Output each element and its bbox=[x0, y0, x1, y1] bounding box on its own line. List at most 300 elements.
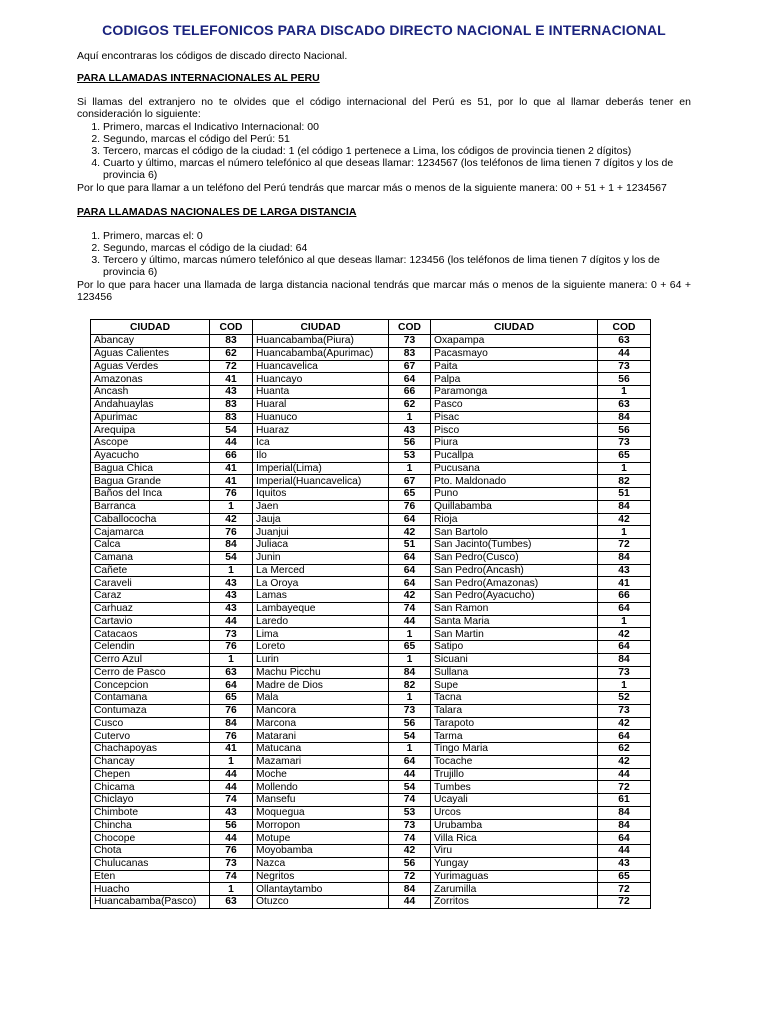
city-cell: Puno bbox=[431, 488, 598, 501]
code-cell: 1 bbox=[598, 679, 651, 692]
city-cell: Huancabamba(Piura) bbox=[253, 335, 389, 348]
table-row bbox=[91, 896, 651, 909]
code-cell: 64 bbox=[389, 577, 431, 590]
code-cell: 51 bbox=[598, 488, 651, 501]
code-cell: 44 bbox=[210, 615, 253, 628]
city-cell: Pisac bbox=[431, 411, 598, 424]
code-cell: 73 bbox=[598, 437, 651, 450]
code-cell: 56 bbox=[598, 373, 651, 386]
table-row bbox=[91, 513, 651, 526]
code-cell: 74 bbox=[389, 832, 431, 845]
code-cell: 1 bbox=[210, 564, 253, 577]
table-header-row bbox=[91, 320, 651, 335]
city-cell: Marcona bbox=[253, 717, 389, 730]
city-cell: Contamana bbox=[91, 692, 210, 705]
code-cell: 74 bbox=[210, 794, 253, 807]
table-row bbox=[91, 398, 651, 411]
city-cell: Mancora bbox=[253, 704, 389, 717]
code-cell: 62 bbox=[210, 347, 253, 360]
city-cell: Ayacucho bbox=[91, 449, 210, 462]
city-cell: Cerro Azul bbox=[91, 653, 210, 666]
city-cell: Chiclayo bbox=[91, 794, 210, 807]
code-cell: 84 bbox=[389, 883, 431, 896]
city-cell: Moche bbox=[253, 768, 389, 781]
code-cell: 42 bbox=[389, 845, 431, 858]
city-cell: Andahuaylas bbox=[91, 398, 210, 411]
city-cell: Matucana bbox=[253, 743, 389, 756]
city-cell: Huancabamba(Pasco) bbox=[91, 896, 210, 909]
city-cell: Paita bbox=[431, 360, 598, 373]
code-cell: 62 bbox=[598, 743, 651, 756]
city-cell: Ollantaytambo bbox=[253, 883, 389, 896]
city-cell: Carhuaz bbox=[91, 602, 210, 615]
code-cell: 67 bbox=[389, 360, 431, 373]
city-cell: Huanta bbox=[253, 386, 389, 399]
city-cell: Yurimaguas bbox=[431, 870, 598, 883]
city-cell: Caballococha bbox=[91, 513, 210, 526]
code-cell: 44 bbox=[598, 845, 651, 858]
table-row bbox=[91, 794, 651, 807]
city-cell: Laredo bbox=[253, 615, 389, 628]
city-cell: Pisco bbox=[431, 424, 598, 437]
city-cell: Juliaca bbox=[253, 539, 389, 552]
code-cell: 84 bbox=[210, 539, 253, 552]
code-cell: 73 bbox=[598, 704, 651, 717]
national-steps bbox=[77, 230, 691, 279]
city-cell: Sicuani bbox=[431, 653, 598, 666]
code-cell: 42 bbox=[598, 755, 651, 768]
code-cell: 73 bbox=[210, 628, 253, 641]
code-cell: 1 bbox=[389, 462, 431, 475]
national-conclusion: Por lo que para hacer una llamada de larga distancia nacional tendrás que marcar más o menos de la siguiente manera: 0 + 64 + 123456 bbox=[77, 278, 691, 303]
table-row bbox=[91, 335, 651, 348]
city-cell: Juanjui bbox=[253, 526, 389, 539]
code-cell: 41 bbox=[210, 475, 253, 488]
code-cell: 76 bbox=[210, 704, 253, 717]
code-cell: 83 bbox=[389, 347, 431, 360]
code-cell: 44 bbox=[210, 781, 253, 794]
table-row bbox=[91, 755, 651, 768]
international-steps bbox=[77, 121, 691, 182]
code-cell: 84 bbox=[598, 819, 651, 832]
city-cell: Chancay bbox=[91, 755, 210, 768]
table-row bbox=[91, 845, 651, 858]
table-row bbox=[91, 704, 651, 717]
code-cell: 63 bbox=[598, 398, 651, 411]
code-cell: 64 bbox=[598, 730, 651, 743]
table-row bbox=[91, 347, 651, 360]
column-header: COD bbox=[210, 320, 253, 335]
code-cell: 41 bbox=[598, 577, 651, 590]
list-item: 1. Primero, marcas el: 0 bbox=[103, 230, 691, 242]
code-cell: 44 bbox=[389, 896, 431, 909]
code-cell: 53 bbox=[389, 806, 431, 819]
table-row bbox=[91, 526, 651, 539]
code-cell: 53 bbox=[389, 449, 431, 462]
table-row bbox=[91, 857, 651, 870]
code-cell: 54 bbox=[210, 424, 253, 437]
city-cell: Arequipa bbox=[91, 424, 210, 437]
city-cell: Jauja bbox=[253, 513, 389, 526]
code-cell: 63 bbox=[210, 666, 253, 679]
city-cell: Celendin bbox=[91, 641, 210, 654]
table-row bbox=[91, 883, 651, 896]
code-cell: 43 bbox=[389, 424, 431, 437]
city-cell: Tarma bbox=[431, 730, 598, 743]
code-cell: 84 bbox=[598, 411, 651, 424]
code-cell: 52 bbox=[598, 692, 651, 705]
code-cell: 76 bbox=[389, 500, 431, 513]
code-cell: 1 bbox=[598, 526, 651, 539]
code-cell: 65 bbox=[598, 449, 651, 462]
code-cell: 72 bbox=[598, 781, 651, 794]
code-cell: 76 bbox=[210, 845, 253, 858]
code-cell: 43 bbox=[210, 386, 253, 399]
code-cell: 1 bbox=[210, 653, 253, 666]
code-cell: 1 bbox=[389, 692, 431, 705]
city-cell: Machu Picchu bbox=[253, 666, 389, 679]
city-cell: Chincha bbox=[91, 819, 210, 832]
code-cell: 67 bbox=[389, 475, 431, 488]
city-cell: Lurin bbox=[253, 653, 389, 666]
code-cell: 42 bbox=[598, 717, 651, 730]
city-cell: Tacna bbox=[431, 692, 598, 705]
code-cell: 64 bbox=[389, 755, 431, 768]
city-cell: San Martin bbox=[431, 628, 598, 641]
code-cell: 1 bbox=[598, 615, 651, 628]
code-cell: 84 bbox=[598, 551, 651, 564]
city-cell: Huancavelica bbox=[253, 360, 389, 373]
code-cell: 64 bbox=[210, 679, 253, 692]
code-cell: 44 bbox=[210, 768, 253, 781]
code-cell: 76 bbox=[210, 641, 253, 654]
city-cell: Chachapoyas bbox=[91, 743, 210, 756]
city-cell: Yungay bbox=[431, 857, 598, 870]
code-cell: 1 bbox=[598, 386, 651, 399]
city-cell: Bagua Grande bbox=[91, 475, 210, 488]
code-cell: 72 bbox=[389, 870, 431, 883]
city-cell: Cerro de Pasco bbox=[91, 666, 210, 679]
table-row bbox=[91, 577, 651, 590]
table-row bbox=[91, 730, 651, 743]
city-cell: San Pedro(Ancash) bbox=[431, 564, 598, 577]
code-cell: 1 bbox=[389, 653, 431, 666]
table-row bbox=[91, 781, 651, 794]
code-cell: 1 bbox=[389, 411, 431, 424]
code-cell: 73 bbox=[210, 857, 253, 870]
table-row bbox=[91, 819, 651, 832]
code-cell: 56 bbox=[389, 717, 431, 730]
code-cell: 65 bbox=[598, 870, 651, 883]
city-cell: Cusco bbox=[91, 717, 210, 730]
table-row bbox=[91, 424, 651, 437]
list-item: 3. Tercero, marcas el código de la ciudad: 1 (el código 1 pertenece a Lima, los códigos de provincia tienen 2 dígitos) bbox=[103, 145, 691, 157]
city-cell: Talara bbox=[431, 704, 598, 717]
column-header: COD bbox=[389, 320, 431, 335]
city-cell: Huacho bbox=[91, 883, 210, 896]
code-cell: 65 bbox=[389, 641, 431, 654]
city-cell: Mansefu bbox=[253, 794, 389, 807]
code-cell: 72 bbox=[598, 883, 651, 896]
code-cell: 84 bbox=[210, 717, 253, 730]
city-cell: Negritos bbox=[253, 870, 389, 883]
city-cell: Huanuco bbox=[253, 411, 389, 424]
city-cell: Ancash bbox=[91, 386, 210, 399]
code-cell: 82 bbox=[389, 679, 431, 692]
table-row bbox=[91, 768, 651, 781]
code-cell: 65 bbox=[210, 692, 253, 705]
table-row bbox=[91, 615, 651, 628]
city-cell: Huancabamba(Apurimac) bbox=[253, 347, 389, 360]
code-cell: 41 bbox=[210, 743, 253, 756]
code-cell: 72 bbox=[598, 896, 651, 909]
city-cell: Eten bbox=[91, 870, 210, 883]
city-cell: Contumaza bbox=[91, 704, 210, 717]
code-cell: 64 bbox=[598, 602, 651, 615]
city-cell: Cañete bbox=[91, 564, 210, 577]
city-cell: Ascope bbox=[91, 437, 210, 450]
code-cell: 44 bbox=[389, 768, 431, 781]
code-cell: 66 bbox=[389, 386, 431, 399]
column-header: CIUDAD bbox=[431, 320, 598, 335]
code-cell: 73 bbox=[389, 335, 431, 348]
code-cell: 64 bbox=[598, 641, 651, 654]
table-row bbox=[91, 679, 651, 692]
code-cell: 56 bbox=[389, 437, 431, 450]
code-cell: 1 bbox=[598, 462, 651, 475]
city-cell: Zarumilla bbox=[431, 883, 598, 896]
city-cell: Chulucanas bbox=[91, 857, 210, 870]
code-cell: 76 bbox=[210, 730, 253, 743]
city-cell: Baños del Inca bbox=[91, 488, 210, 501]
code-cell: 1 bbox=[210, 500, 253, 513]
table-row bbox=[91, 411, 651, 424]
city-cell: Matarani bbox=[253, 730, 389, 743]
table-row bbox=[91, 449, 651, 462]
city-cell: Zorritos bbox=[431, 896, 598, 909]
city-cell: Urubamba bbox=[431, 819, 598, 832]
code-cell: 76 bbox=[210, 488, 253, 501]
city-cell: Pto. Maldonado bbox=[431, 475, 598, 488]
city-cell: Oxapampa bbox=[431, 335, 598, 348]
city-cell: Chicama bbox=[91, 781, 210, 794]
city-cell: Chepen bbox=[91, 768, 210, 781]
city-cell: Amazonas bbox=[91, 373, 210, 386]
code-cell: 54 bbox=[210, 551, 253, 564]
city-cell: Iquitos bbox=[253, 488, 389, 501]
table-row bbox=[91, 360, 651, 373]
code-cell: 64 bbox=[389, 564, 431, 577]
city-cell: Madre de Dios bbox=[253, 679, 389, 692]
code-cell: 1 bbox=[210, 883, 253, 896]
code-cell: 64 bbox=[389, 373, 431, 386]
city-cell: Concepcion bbox=[91, 679, 210, 692]
table-row bbox=[91, 500, 651, 513]
code-cell: 44 bbox=[210, 437, 253, 450]
document-page bbox=[77, 22, 691, 909]
code-cell: 56 bbox=[210, 819, 253, 832]
table-row bbox=[91, 666, 651, 679]
code-cell: 74 bbox=[389, 602, 431, 615]
code-cell: 72 bbox=[598, 539, 651, 552]
city-cell: Tarapoto bbox=[431, 717, 598, 730]
code-cell: 64 bbox=[598, 832, 651, 845]
city-cell: Tingo Maria bbox=[431, 743, 598, 756]
city-cell: Cartavio bbox=[91, 615, 210, 628]
city-cell: Junin bbox=[253, 551, 389, 564]
code-cell: 43 bbox=[210, 602, 253, 615]
table-row bbox=[91, 717, 651, 730]
city-cell: La Merced bbox=[253, 564, 389, 577]
code-cell: 43 bbox=[598, 857, 651, 870]
city-codes-table bbox=[90, 319, 651, 909]
code-cell: 64 bbox=[389, 551, 431, 564]
city-cell: Chimbote bbox=[91, 806, 210, 819]
table-row bbox=[91, 743, 651, 756]
city-cell: Aguas Calientes bbox=[91, 347, 210, 360]
code-cell: 73 bbox=[598, 360, 651, 373]
city-cell: Ilo bbox=[253, 449, 389, 462]
code-cell: 41 bbox=[210, 462, 253, 475]
city-cell: Huaral bbox=[253, 398, 389, 411]
city-cell: Trujillo bbox=[431, 768, 598, 781]
table-row bbox=[91, 692, 651, 705]
code-cell: 83 bbox=[210, 411, 253, 424]
city-cell: Morropon bbox=[253, 819, 389, 832]
code-cell: 1 bbox=[389, 743, 431, 756]
code-cell: 73 bbox=[598, 666, 651, 679]
city-cell: Pasco bbox=[431, 398, 598, 411]
city-cell: San Ramon bbox=[431, 602, 598, 615]
code-cell: 76 bbox=[210, 526, 253, 539]
city-cell: La Oroya bbox=[253, 577, 389, 590]
code-cell: 44 bbox=[598, 347, 651, 360]
list-item: 1. Primero, marcas el Indicativo Internacional: 00 bbox=[103, 121, 691, 133]
code-cell: 83 bbox=[210, 335, 253, 348]
city-cell: San Pedro(Ayacucho) bbox=[431, 590, 598, 603]
city-cell: Calca bbox=[91, 539, 210, 552]
city-cell: Tumbes bbox=[431, 781, 598, 794]
code-cell: 51 bbox=[389, 539, 431, 552]
city-cell: Lima bbox=[253, 628, 389, 641]
table-row bbox=[91, 564, 651, 577]
table-body bbox=[91, 335, 651, 909]
code-cell: 64 bbox=[389, 513, 431, 526]
code-cell: 84 bbox=[389, 666, 431, 679]
page-title: CODIGOS TELEFONICOS PARA DISCADO DIRECTO NACIONAL E INTERNACIONAL bbox=[102, 22, 666, 38]
code-cell: 73 bbox=[389, 819, 431, 832]
city-cell: Villa Rica bbox=[431, 832, 598, 845]
code-cell: 74 bbox=[389, 794, 431, 807]
city-cell: Camana bbox=[91, 551, 210, 564]
city-cell: Mollendo bbox=[253, 781, 389, 794]
city-cell: Piura bbox=[431, 437, 598, 450]
code-cell: 72 bbox=[210, 360, 253, 373]
city-cell: Catacaos bbox=[91, 628, 210, 641]
city-cell: Mazamari bbox=[253, 755, 389, 768]
code-cell: 1 bbox=[389, 628, 431, 641]
table-row bbox=[91, 602, 651, 615]
table-row bbox=[91, 437, 651, 450]
table-row bbox=[91, 641, 651, 654]
code-cell: 56 bbox=[389, 857, 431, 870]
city-cell: San Pedro(Cusco) bbox=[431, 551, 598, 564]
table-row bbox=[91, 462, 651, 475]
city-cell: Urcos bbox=[431, 806, 598, 819]
code-cell: 42 bbox=[210, 513, 253, 526]
intro-text: Aquí encontraras los códigos de discado directo Nacional. bbox=[77, 50, 348, 62]
city-cell: Rioja bbox=[431, 513, 598, 526]
code-cell: 63 bbox=[598, 335, 651, 348]
table-row bbox=[91, 386, 651, 399]
city-cell: Barranca bbox=[91, 500, 210, 513]
city-cell: Mala bbox=[253, 692, 389, 705]
city-cell: Tocache bbox=[431, 755, 598, 768]
city-cell: Pacasmayo bbox=[431, 347, 598, 360]
list-item: 2. Segundo, marcas el código de la ciudad: 64 bbox=[103, 242, 691, 254]
table-row bbox=[91, 628, 651, 641]
code-cell: 42 bbox=[389, 526, 431, 539]
city-cell: Palpa bbox=[431, 373, 598, 386]
code-cell: 82 bbox=[598, 475, 651, 488]
table-row bbox=[91, 488, 651, 501]
code-cell: 41 bbox=[210, 373, 253, 386]
code-cell: 42 bbox=[598, 628, 651, 641]
code-cell: 63 bbox=[210, 896, 253, 909]
city-cell: Pucusana bbox=[431, 462, 598, 475]
code-cell: 61 bbox=[598, 794, 651, 807]
city-cell: Paramonga bbox=[431, 386, 598, 399]
city-cell: Motupe bbox=[253, 832, 389, 845]
city-cell: San Jacinto(Tumbes) bbox=[431, 539, 598, 552]
code-cell: 54 bbox=[389, 781, 431, 794]
list-item: 3. Tercero y último, marcas número telefónico al que deseas llamar: 123456 (los teléfonos de lima tienen 7 dígitos y los de provincia 6) bbox=[103, 254, 691, 278]
city-cell: Viru bbox=[431, 845, 598, 858]
city-cell: Imperial(Huancavelica) bbox=[253, 475, 389, 488]
city-cell: Cajamarca bbox=[91, 526, 210, 539]
city-cell: San Bartolo bbox=[431, 526, 598, 539]
city-cell: Apurimac bbox=[91, 411, 210, 424]
city-cell: Sullana bbox=[431, 666, 598, 679]
code-cell: 1 bbox=[210, 755, 253, 768]
city-cell: Caraz bbox=[91, 590, 210, 603]
city-cell: Jaen bbox=[253, 500, 389, 513]
national-heading: PARA LLAMADAS NACIONALES DE LARGA DISTANCIA bbox=[77, 205, 357, 218]
city-cell: Imperial(Lima) bbox=[253, 462, 389, 475]
city-cell: Abancay bbox=[91, 335, 210, 348]
list-item: 2. Segundo, marcas el código del Perú: 51 bbox=[103, 133, 691, 145]
code-cell: 44 bbox=[389, 615, 431, 628]
city-cell: Moyobamba bbox=[253, 845, 389, 858]
code-cell: 56 bbox=[598, 424, 651, 437]
city-cell: Santa Maria bbox=[431, 615, 598, 628]
code-cell: 43 bbox=[210, 590, 253, 603]
code-cell: 83 bbox=[210, 398, 253, 411]
city-cell: Lamas bbox=[253, 590, 389, 603]
city-cell: Otuzco bbox=[253, 896, 389, 909]
city-cell: Pucallpa bbox=[431, 449, 598, 462]
international-conclusion: Por lo que para llamar a un teléfono del Perú tendrás que marcar más o menos de la siguiente manera: 00 + 51 + 1 + 1234567 bbox=[77, 181, 667, 194]
city-cell: Ica bbox=[253, 437, 389, 450]
city-cell: Caraveli bbox=[91, 577, 210, 590]
city-cell: Moquegua bbox=[253, 806, 389, 819]
city-cell: Cutervo bbox=[91, 730, 210, 743]
international-heading: PARA LLAMADAS INTERNACIONALES AL PERU bbox=[77, 72, 320, 85]
code-cell: 74 bbox=[210, 870, 253, 883]
city-cell: Aguas Verdes bbox=[91, 360, 210, 373]
city-cell: Quillabamba bbox=[431, 500, 598, 513]
city-cell: Chota bbox=[91, 845, 210, 858]
